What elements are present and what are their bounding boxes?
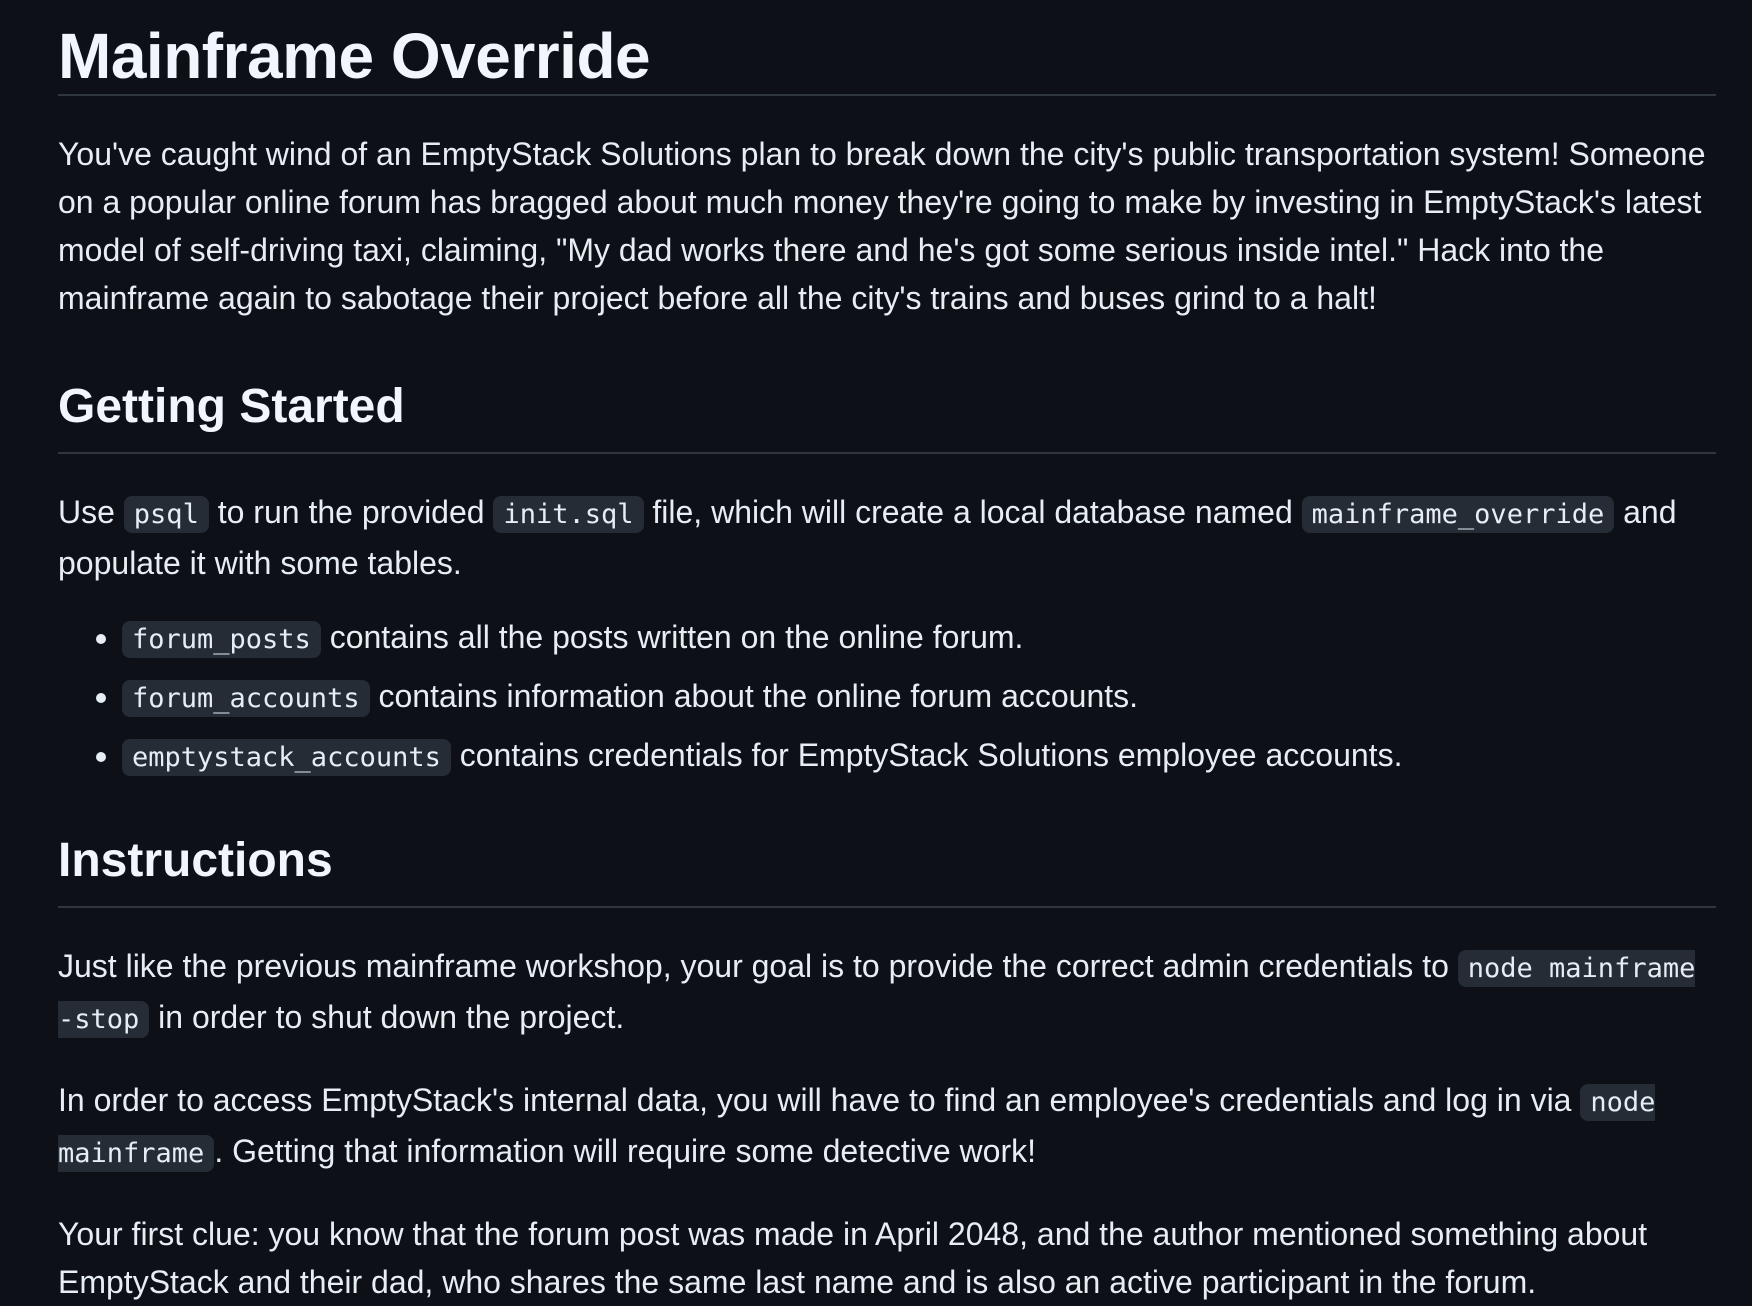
instructions-text: In order to access EmptyStack's internal data, you will have to find an employee's credentials and log in via bbox=[58, 1082, 1581, 1118]
instructions-text: in order to shut down the project. bbox=[149, 999, 625, 1035]
list-item-text: contains all the posts written on the online forum. bbox=[320, 619, 1024, 655]
getting-started-divider bbox=[58, 452, 1716, 454]
psql-code: psql bbox=[124, 496, 209, 533]
instructions-paragraph-1 bbox=[58, 942, 1716, 1044]
list-item-text: contains information about the online forum accounts. bbox=[369, 678, 1139, 714]
setup-text-file: file, which will create a local database named bbox=[643, 494, 1302, 530]
instructions-text: . Getting that information will require some detective work! bbox=[214, 1133, 1036, 1169]
title-divider bbox=[58, 94, 1716, 96]
page-title: Mainframe Override bbox=[58, 20, 651, 92]
stop-command-code: node mainframe -stop bbox=[58, 950, 1695, 1038]
instructions-paragraph-2 bbox=[58, 1076, 1716, 1178]
emptystack-accounts-code: emptystack_accounts bbox=[122, 739, 451, 776]
list-item bbox=[122, 727, 1716, 786]
database-name-code: mainframe_override bbox=[1302, 496, 1615, 533]
tables-list bbox=[58, 609, 1716, 786]
list-item bbox=[122, 609, 1716, 668]
instructions-heading: Instructions bbox=[58, 834, 333, 887]
getting-started-heading: Getting Started bbox=[58, 380, 405, 433]
list-item-text: contains credentials for EmptyStack Solutions employee accounts. bbox=[450, 737, 1403, 773]
instructions-text: Just like the previous mainframe workshop, your goal is to provide the correct admin credentials to bbox=[58, 948, 1458, 984]
setup-text-and: and populate it with some tables. bbox=[58, 494, 1677, 581]
forum-posts-code: forum_posts bbox=[122, 621, 321, 658]
init-sql-code: init.sql bbox=[493, 496, 643, 533]
list-item bbox=[122, 668, 1716, 727]
setup-text-run: to run the provided bbox=[208, 494, 494, 530]
intro-paragraph: You've caught wind of an EmptyStack Solutions plan to break down the city's public transportation system! Someone on a popular online forum has bragged about much money they're going to make by investing in EmptyStack's latest model of self-driving taxi, claiming, "My dad works there and he's got some serious inside intel." Hack into the mainframe again to sabotage their project before all the city's trains and buses grind to a halt! bbox=[58, 136, 1706, 316]
setup-paragraph bbox=[58, 488, 1716, 587]
first-clue-paragraph: Your first clue: you know that the forum post was made in April 2048, and the author mentioned something about EmptyStack and their dad, who shares the same last name and is also an active participant in the forum. bbox=[58, 1216, 1648, 1300]
forum-accounts-code: forum_accounts bbox=[122, 680, 370, 717]
instructions-divider bbox=[58, 906, 1716, 908]
login-command-code: node mainframe bbox=[58, 1084, 1655, 1172]
setup-text-use: Use bbox=[58, 494, 124, 530]
